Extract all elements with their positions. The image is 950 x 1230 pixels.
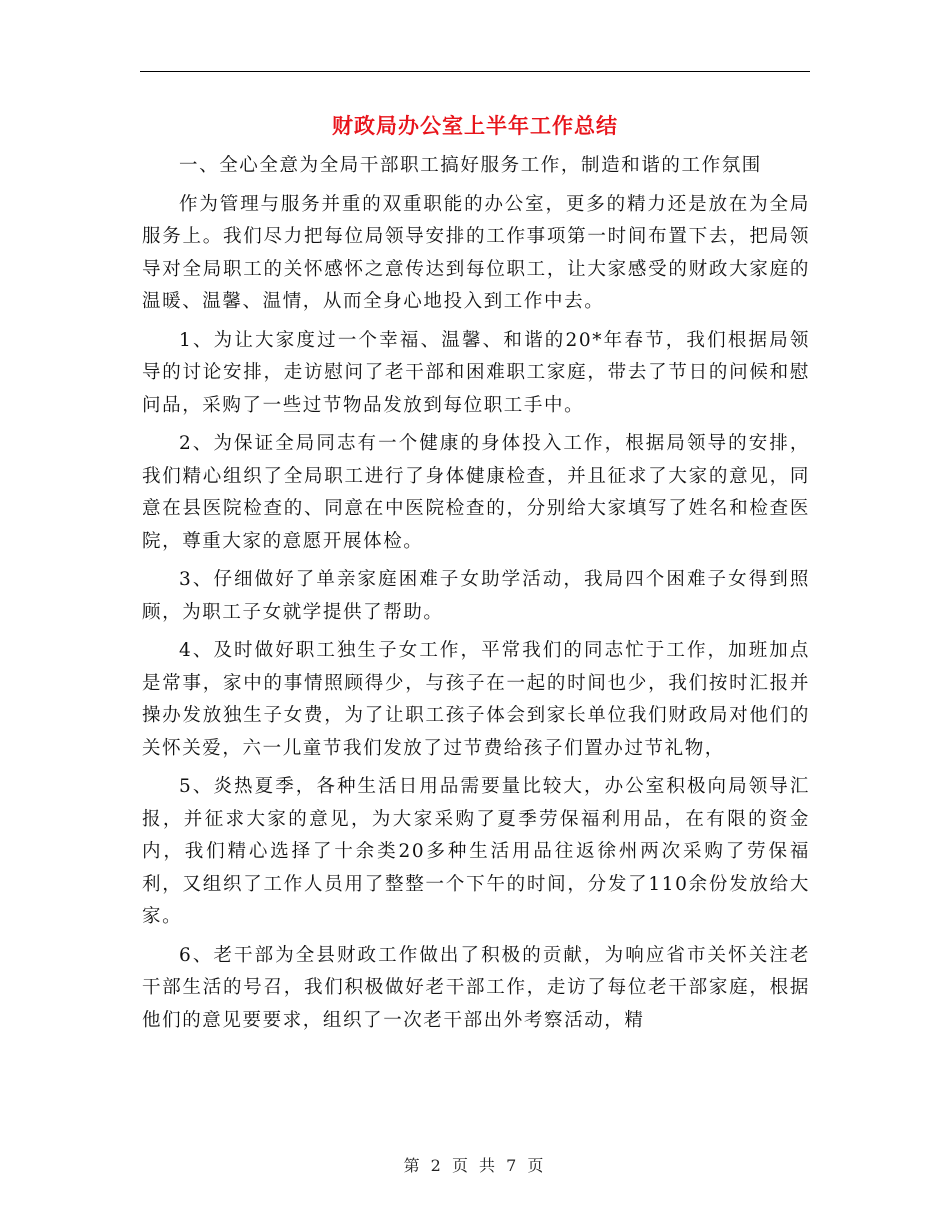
document-body	[142, 150, 810, 1043]
body-paragraph: 作为管理与服务并重的双重职能的办公室，更多的精力还是放在为全局服务上。我们尽力把每位局领导安排的工作事项第一时间布置下去，把局领导对全局职工的关怀感怀之意传达到每位职工，让大家感受的财政大家庭的温暖、温馨、温情，从而全身心地投入到工作中去。	[142, 193, 810, 312]
body-paragraph: 1、为让大家度过一个幸福、温馨、和谐的20*年春节，我们根据局领导的讨论安排，走访慰问了老干部和困难职工家庭，带去了节日的问候和慰问品，采购了一些过节物品发放到每位职工手中。	[142, 329, 810, 416]
header-rule	[140, 71, 810, 72]
body-paragraph: 6、老干部为全县财政工作做出了积极的贡献，为响应省市关怀关注老干部生活的号召，我们积极做好老干部工作，走访了每位老干部家庭，根据他们的意见要要求，组织了一次老干部出外考察活动，精	[142, 944, 810, 1031]
document-title: 财政局办公室上半年工作总结	[332, 113, 618, 138]
body-paragraph: 2、为保证全局同志有一个健康的身体投入工作，根据局领导的安排，我们精心组织了全局职工进行了身体健康检查，并且征求了大家的意见，同意在县医院检查的、同意在中医院检查的，分别给大家填写了姓名和检查医院，尊重大家的意愿开展体检。	[142, 433, 810, 552]
section-heading: 一、全心全意为全局干部职工搞好服务工作，制造和谐的工作氛围	[179, 155, 762, 176]
body-paragraph: 3、仔细做好了单亲家庭困难子女助学活动，我局四个困难子女得到照顾，为职工子女就学提供了帮助。	[142, 569, 810, 623]
body-paragraph: 4、及时做好职工独生子女工作，平常我们的同志忙于工作，加班加点是常事，家中的事情照顾得少，与孩子在一起的时间也少，我们按时汇报并操办发放独生子女费，为了让职工孩子体会到家长单位我们财政局对他们的关怀关爱，六一儿童节我们发放了过节费给孩子们置办过节礼物，	[142, 640, 810, 759]
body-paragraph: 5、炎热夏季，各种生活日用品需要量比较大，办公室积极向局领导汇报，并征求大家的意见，为大家采购了夏季劳保福利用品，在有限的资金内，我们精心选择了十余类20多种生活用品往返徐州两次采购了劳保福利，又组织了工作人员用了整整一个下午的时间，分发了110余份发放给大家。	[142, 776, 810, 927]
page-number: 第 2 页 共 7 页	[403, 1156, 547, 1175]
